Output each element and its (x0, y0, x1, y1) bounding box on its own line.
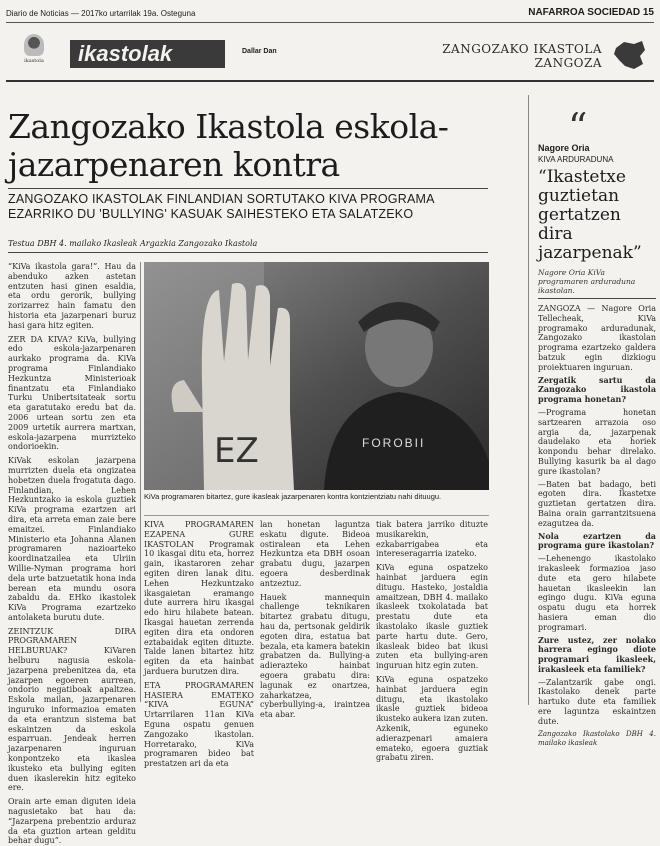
quote-mark-icon (568, 112, 604, 140)
shirt-lettering: FOROBII (362, 436, 426, 450)
byline: Testua DBH 4. mailako Ikasleak Argazkia Zangozako Ikastola (8, 239, 258, 248)
paragraph: —Programa honetan sartzearen arrazoia oso argia da, jazarpenak daudelako eta horiek konpondu behar direlako. Bullying kasurik ba al dago gure ikastolan? (538, 407, 656, 476)
paragraph: ZER DA KIVA? KiVa, bullying edo eskola-jazarpenaren aurkako programa da. KiVa programa Finlandiako Hezkuntza Ministerioak finantzatu eta Finlandiako Turku Unibertsitateak sortu eta garatutako eredu bat da. 2006 urtean sortu zen eta 2009 urtetik aurrera martxan, eskola-jazarpena murrizteko ondorioekin. (8, 334, 136, 452)
sidebar-caption: Nagore Oria KiVa programaren arduraduna ikastolan. (538, 268, 636, 295)
headline: Zangozako Ikastola eskola-jazarpenaren kontra (8, 107, 449, 184)
photo-caption: KiVa programaren bitartez, gure ikasleak jazarpenaren kontra kontzientziatu nahi dituugu. (144, 492, 442, 501)
section-title (442, 42, 602, 70)
interview-question: Nola ezartzen da programa gure ikastolan? (538, 530, 656, 551)
paragraph: ETA PROGRAMAREN HASIERA EMATEKO “KIVA EGUNA” Urtarrilaren 11an KiVa Eguna ospatu genuen Zangozako ikastolan. Horretarako, KiVa programaren bideo bat prestatzen ari da eta (144, 680, 254, 769)
sign-off: Zangozako Ikastolako DBH 4. mailako ikasleak (538, 729, 656, 748)
paragraph: Orain arte eman diguten ideia nagusietako bat hau da: “Jazarpena prebentzio arduraz da eta guztion artean gelditu behar dugu”. (8, 797, 136, 846)
divider (144, 515, 489, 516)
section-band (6, 28, 654, 82)
interview-question: Zergatik sartu da Zangozako ikastola programa honetan? (538, 374, 656, 405)
ikastola-logo-caption: ikastola (24, 58, 44, 64)
paragraph: tiak batera jarriko dituzte musikarekin, ezkabarrigabea eta intereseragarria izateko. (376, 520, 488, 559)
article-column-2 (144, 520, 254, 769)
kiva-hand-photo (144, 262, 489, 490)
article-photo (144, 262, 489, 490)
divider (8, 188, 488, 189)
ikastola-logo (14, 34, 54, 76)
article-column-3 (260, 520, 370, 720)
paragraph: —Baten bat badago, beti egoten dira. Ikastetxe guztietan gertatzen dira. Baina orain garrantzitsuena ezagutzea da. (538, 479, 656, 528)
paragraph: KiVa eguna ospatzeko hainbat jarduera egin ditugu, eta ikastolako ikasle guztiek bideoa ikusteko aukera izan zuten. Azkenik, eguneko adierazpenari amaiera emateko, egoera guztiak grabatu ziren. (376, 674, 488, 763)
sidebar-divider (528, 95, 529, 705)
paragraph: —Lehenengo ikastolako irakasleek formazioa jaso dute eta gero hilabete hauetan ikasleekin lan egingo dugu. KiVa eguna ospatu dugu eta horrek hasiera eman dio programari. (538, 554, 656, 632)
hand-text: EZ (214, 431, 259, 471)
paragraph: lan honetan laguntza eskatu digute. Bideoa ostiralean eta Lehen Hezkuntza eta DBH osoan grabatu dugu, jazarpen egoera desberdinak antzeztuz. (260, 520, 370, 588)
paragraph: ZEINTZUK DIRA PROGRAMAREN HELBURUAK? KiVaren helburu nagusia eskola-jazarpena prebenitzea da, eta jazarpen egoeren aurrean, ondorio negatiboak apaltzea. Eskola mailan, jazarpenaren inguruko informazioa ematen da eta erantzun sistema bat eskaintzen da eskola esparruan. Jendeak herren jazarpenaren inguruan konpontzeko eta ikaslea ikusteko eta bullying egiten duen ikaslerekin hitz egiteko ere. (8, 626, 136, 793)
sponsor-logo: Dallar Dan (242, 48, 277, 55)
interviewee-name: Nagore Oria (538, 143, 590, 153)
paragraph: KIVA PROGRAMAREN EZAPENA GURE IKASTOLAN Programak 10 ikasgai ditu eta, horrez gain, ikastaroren zehar egiten diren lanak ditu. Lehen Hezkuntzako ikasgaietan eramango dute aurrera hiru ikasgai edo hiru hilabete batean. Ikasgai hauetan zerrenda egiten dira eta ondoren eztabaidak egiten dituzte. Talde lanen bitartez hitz egiten da eta hainbat jarduera burutzen dira. (144, 520, 254, 676)
interviewee-role: KIVA ARDURADUNA (538, 155, 614, 164)
article-column-4 (376, 520, 488, 763)
header-date: Diario de Noticias — 2017ko urtarrilak 19a. Osteguna (6, 9, 196, 18)
paragraph: ZANGOZA — Nagore Oria Tellecheak, KiVa programako arduradunak, Zangozako ikastolan programa ezartzeko galdera batzuk egin dizkiogu proiektuaren inguruan. (538, 304, 656, 372)
paragraph: KiVak eskolan jazarpena murrizten duela eta ongizatea hobetzen duela frogatuta dago. Finlandian, Lehen Hezkuntzako ia eskola guztiek KiVa programa ezartzen ari dira, eta arreta eman zaie bere emaitzei. Finlandiako Ministerio eta Johanna Alanen programaren nazioarteko koordinatzailea eta Ulriin Willie-Nyman programa hori dela urte batzuetatik hona inda berean eta mundu osora zabaldu da. EHko ikastolek KiVa Programa ezartzeko antolaketa burutu dute. (8, 456, 136, 622)
interview-text (538, 304, 656, 749)
interview-question: Zure ustez, zer nolako harrera egingo diote programari ikasleek, irakasleek eta familiek? (538, 634, 656, 674)
pull-quote: “Ikastetxe guztietan gertatzen dira jazarpenak” (538, 167, 642, 263)
section-title-line2: ZANGOZA (534, 56, 602, 70)
intro-paragraph: “KiVa ikastola gara!”. Hau da abenduko azken astetan entzuten hasi ginen esaldia, eta ordu gerorik, bullying zorizarrez hain famatu den historia eta jazarpenari buruz hasi gara hitz egiten. (8, 262, 136, 330)
section-wordmark: ikastolak (70, 40, 225, 68)
divider (538, 298, 656, 299)
paragraph: —Zalantzarik gabe ongi. Ikastolako denek parte hartuko dute eta familiek ere laguntza eskaintzen dute. (538, 677, 656, 726)
section-title-line1: ZANGOZAKO IKASTOLA (442, 42, 602, 56)
column-divider (140, 262, 141, 702)
ikastola-logo-icon (24, 34, 44, 56)
divider (8, 252, 488, 253)
paragraph: KiVa eguna ospatzeko hainbat jarduera egin ditugu. Hasteko, jostaldia amaitzean, DBH 4. mailako ikasleek txokolatada bat prestatu dute eta ikastolako ikasle guztiek parte hartu dute. Gero, ikasleak bideo bat ikusi zuten eta bullying-aren inguruan hitz egin zuten. (376, 563, 488, 671)
article-column-1 (8, 262, 136, 846)
subheadline: ZANGOZAKO IKASTOLAK FINLANDIAN SORTUTAKO KIVA PROGRAMA EZARRIKO DU 'BULLYING' KASUAK SAIHESTEKO ETA SALATZEKO (8, 192, 434, 221)
header-section: NAFARROA SOCIEDAD 15 (528, 7, 654, 18)
svg-text:“: “ (568, 112, 588, 140)
paragraph: Hauek mannequin challenge teknikaren bitartez grabatu ditugu, hau da, pertsonak geldirik egoten dira, estatua bat bezala, eta kamera batekin grabatzen da. Bullying-a adierazteko hainbat egoera grabatu dira: lagunak ez onartzea, zaharkatzea, cyberbullying-a, iraintzea eta abar. (260, 592, 370, 720)
page-header (6, 5, 654, 23)
navarre-map-icon (610, 38, 648, 72)
